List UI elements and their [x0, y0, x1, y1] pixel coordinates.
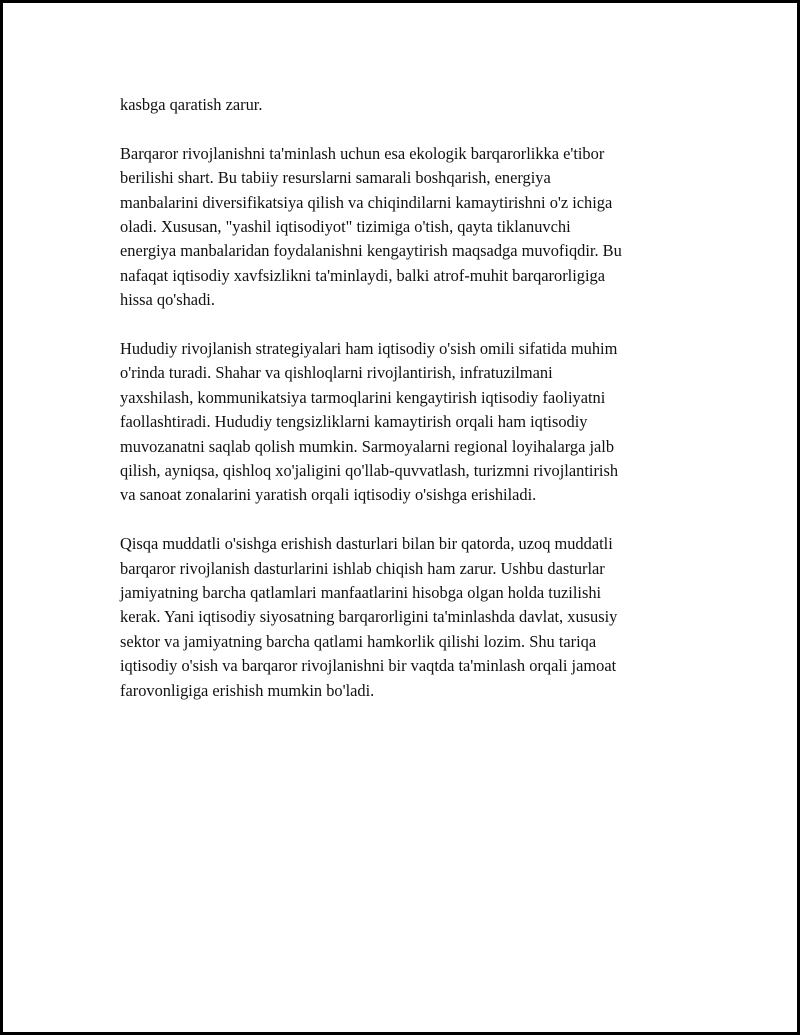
text-line: berilishi shart. Bu tabiiy resurslarni samarali boshqarish, energiya: [120, 168, 551, 188]
paragraph-2: [120, 142, 695, 313]
text-line: jamiyatning barcha qatlamlari manfaatlarini hisobga olgan holda tuzilishi: [120, 583, 602, 603]
text-line: energiya manbalaridan foydalanishni kengaytirish maqsadga muvofiqdir. Bu: [120, 241, 622, 261]
document-body: [120, 93, 695, 728]
text-line: Hududiy rivojlanish strategiyalari ham iqtisodiy o'sish omili sifatida muhim: [120, 339, 618, 359]
paragraph-4: [120, 532, 695, 703]
paragraph-3: [120, 337, 695, 508]
paragraph-1: [120, 93, 695, 117]
text-line: qilish, ayniqsa, qishloq xo'jaligini qo'llab-quvvatlash, turizmni rivojlantirish: [120, 461, 619, 481]
text-line: Qisqa muddatli o'sishga erishish dasturlari bilan bir qatorda, uzoq muddatli: [120, 534, 613, 554]
text-line: oladi. Xususan, "yashil iqtisodiyot" tizimiga o'tish, qayta tiklanuvchi: [120, 217, 571, 237]
text-line: o'rinda turadi. Shahar va qishloqlarni rivojlantirish, infratuzilmani: [120, 363, 553, 383]
text-line: muvozanatni saqlab qolish mumkin. Sarmoyalarni regional loyihalarga jalb: [120, 436, 615, 456]
text-line: kerak. Yani iqtisodiy siyosatning barqarorligini ta'minlashda davlat, xususiy: [120, 607, 618, 627]
text-line: barqaror rivojlanish dasturlarini ishlab chiqish ham zarur. Ushbu dasturlar: [120, 558, 605, 578]
text-line: manbalarini diversifikatsiya qilish va chiqindilarni kamaytirishni o'z ichiga: [120, 192, 613, 212]
text-line: farovonligiga erishish mumkin bo'ladi.: [120, 680, 375, 700]
text-line: Barqaror rivojlanishni ta'minlash uchun esa ekologik barqarorlikka e'tibor: [120, 143, 605, 163]
text-line: yaxshilash, kommunikatsiya tarmoqlarini kengaytirish iqtisodiy faoliyatni: [120, 387, 606, 407]
text-line: kasbga qaratish zarur.: [120, 95, 263, 114]
text-line: iqtisodiy o'sish va barqaror rivojlanishni bir vaqtda ta'minlash orqali jamoat: [120, 656, 617, 676]
text-line: va sanoat zonalarini yaratish orqali iqtisodiy o'sishga erishiladi.: [120, 485, 537, 505]
text-line: sektor va jamiyatning barcha qatlami hamkorlik qilishi lozim. Shu tariqa: [120, 631, 597, 651]
text-line: hissa qo'shadi.: [120, 290, 215, 310]
text-line: nafaqat iqtisodiy xavfsizlikni ta'minlaydi, balki atrof-muhit barqarorligiga: [120, 265, 605, 285]
text-line: faollashtiradi. Hududiy tengsizliklarni kamaytirish orqali ham iqtisodiy: [120, 412, 588, 432]
